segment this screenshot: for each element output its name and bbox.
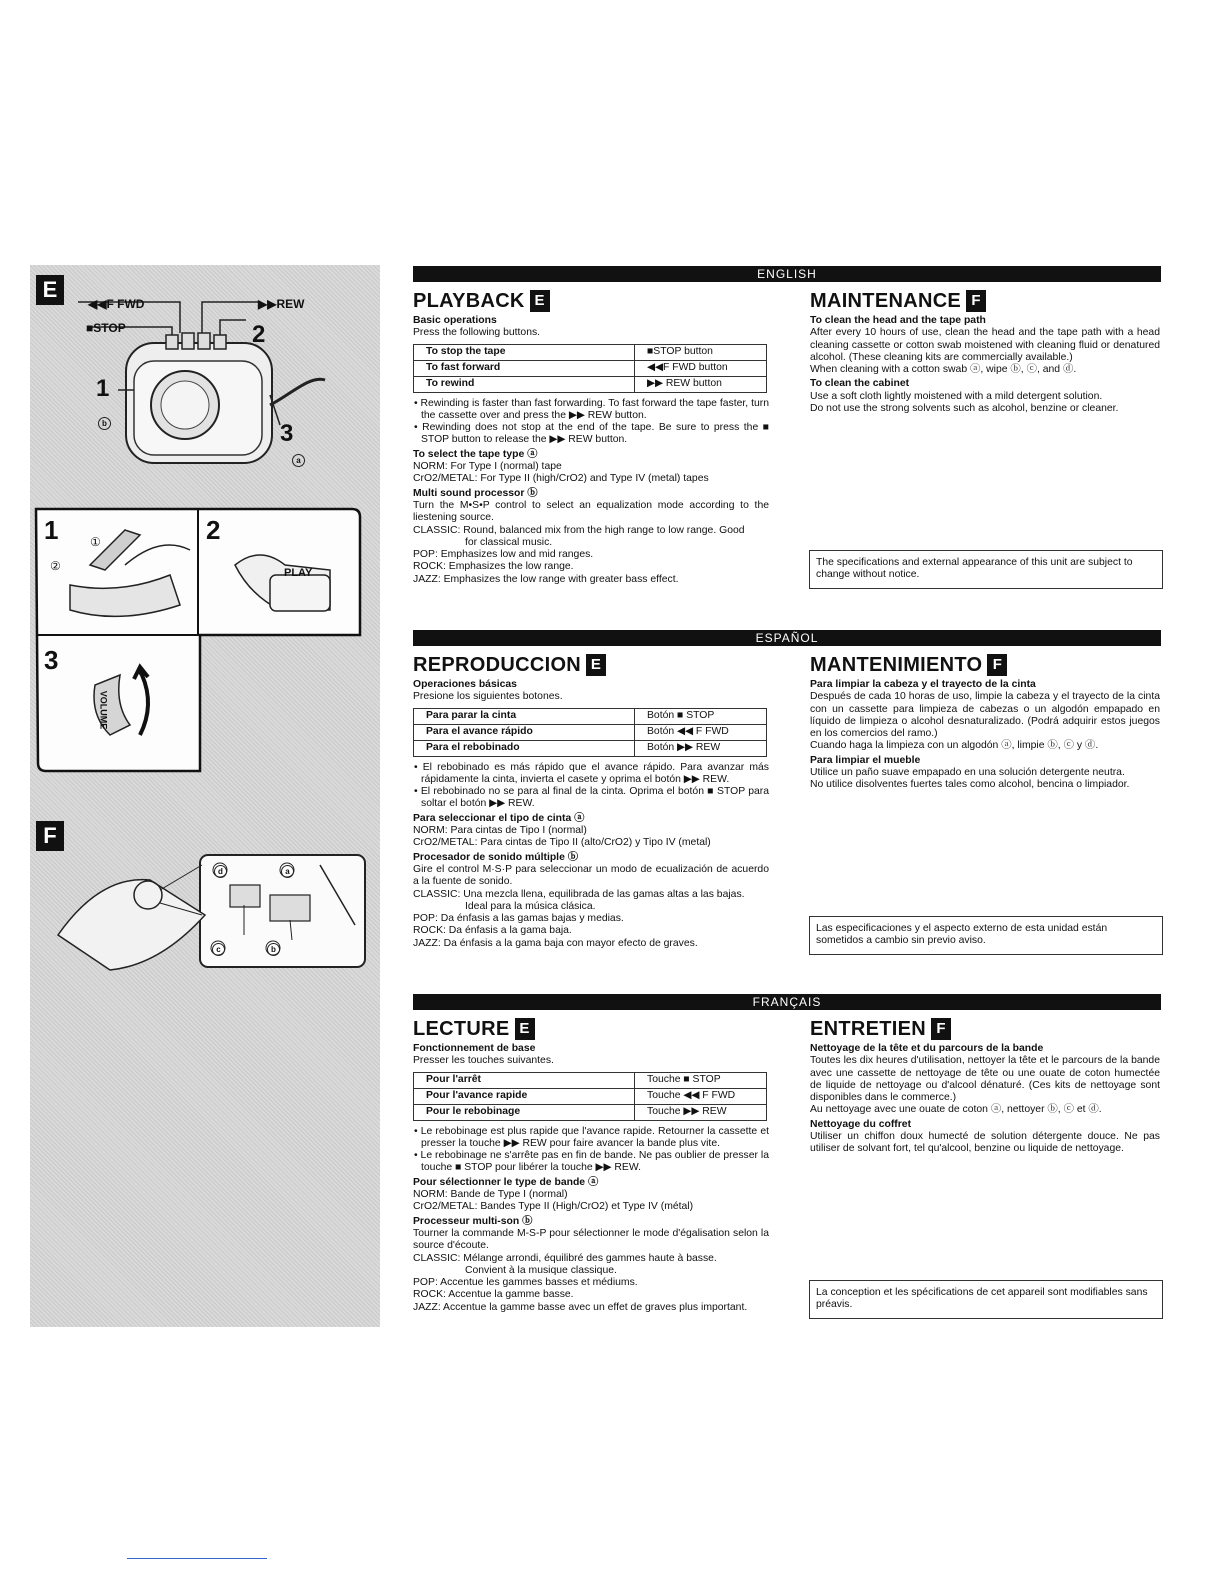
clean-head-heading: Para limpiar la cabeza y el trayecto de la cinta: [810, 679, 1036, 690]
table-row: Pour l'arrêt Touche ■ STOP: [414, 1072, 767, 1088]
playback-title: PLAYBACK E: [413, 290, 769, 312]
maintenance-column: [810, 288, 1160, 415]
table-row: Pour l'avance rapide Touche ◀◀ F FWD: [414, 1088, 767, 1104]
volume-label: VOLUME: [98, 690, 109, 730]
norm-text: NORM: Bande de Type I (normal): [413, 1189, 568, 1201]
stop-callout: ■STOP: [86, 321, 126, 335]
english-bar: ENGLISH: [413, 266, 1161, 282]
tape-type-heading: Pour sélectionner le type de bande ⓐ: [413, 1176, 599, 1188]
clean-cabinet-heading: To clean the cabinet: [810, 378, 910, 390]
specification-note: Las especificaciones y el aspecto externo de esta unidad están sometidos a cambio sin previo aviso.: [809, 916, 1163, 955]
french-bar: FRANÇAIS: [413, 994, 1161, 1010]
badge-e: E: [530, 290, 550, 312]
operations-table: [413, 344, 767, 393]
spanish-bar: ESPAÑOL: [413, 630, 1161, 646]
crmetal-text: CrO2/METAL: Para cintas de Tipo II (alto/CrO2) y Tipo IV (metal): [413, 837, 711, 849]
classic-text-2: Ideal para la música clásica.: [465, 900, 596, 912]
clean-head-desc-2: When cleaning with a cotton swab ⓐ, wipe ⓑ, ⓒ, and ⓓ.: [810, 364, 1077, 376]
marker-b-2: b: [267, 941, 280, 959]
basic-ops-heading: Basic operations: [413, 315, 497, 326]
playback-column: [413, 288, 769, 586]
clean-cabinet-desc: Utiliser un chiffon doux humecté de solution détergente douce. Ne pas utiliser de solvant fort, tel qu'alcool, benzine ou liquide de nettoyage.: [810, 1131, 1160, 1155]
section-f-badge: F: [36, 821, 64, 851]
illustration-panel: [30, 265, 380, 1327]
badge-e: E: [515, 1018, 535, 1040]
msp-desc: Turn the M•S•P control to select an equalization mode according to the liestening source.: [413, 499, 769, 524]
entretien-column: [810, 1016, 1160, 1156]
badge-f: F: [931, 1018, 951, 1040]
step-2-number: 2: [206, 515, 221, 545]
tape-type-heading: Para seleccionar el tipo de cinta ⓐ: [413, 812, 585, 824]
press-text: Press the following buttons.: [413, 327, 541, 339]
rock-text: ROCK: Da énfasis a la gama baja.: [413, 925, 572, 937]
table-row: To fast forward ◀◀F FWD button: [414, 360, 767, 376]
mantenimiento-column: [810, 652, 1160, 792]
bullet-1: • Rewinding is faster than fast forwarding. To fast forward the tape faster, turn the cassette over and press the ▶▶ REW button.: [414, 397, 769, 421]
clean-cabinet-heading: Nettoyage du coffret: [810, 1118, 912, 1130]
clean-head-desc-2: Cuando haga la limpieza con un algodón ⓐ, limpie ⓑ, ⓒ y ⓓ.: [810, 740, 1099, 752]
steps-box: [36, 509, 360, 771]
badge-f: F: [987, 654, 1007, 676]
basic-ops-heading: Operaciones básicas: [413, 679, 517, 690]
rock-text: ROCK: Emphasizes the low range.: [413, 561, 574, 573]
badge-e: E: [586, 654, 606, 676]
clean-head-desc-2: Au nettoyage avec une ouate de coton ⓐ, nettoyer ⓑ, ⓒ et ⓓ.: [810, 1104, 1102, 1116]
bullet-2: • Le rebobinage ne s'arrête pas en fin de bande. Ne pas oublier de presser la touche ■ STOP pour libérer la touche ▶▶ REW.: [414, 1150, 769, 1174]
section-e-badge: E: [36, 275, 64, 305]
msp-heading: Processeur multi-son ⓑ: [413, 1215, 533, 1227]
table-row: Para parar la cinta Botón ■ STOP: [414, 708, 767, 724]
tape-type-heading: To select the tape type ⓐ: [413, 448, 538, 460]
clean-head-desc: After every 10 hours of use, clean the head and the tape path with a head cleaning cassette or cotton swab moistened with cleaning fluid or denatured alcohol. (These cleaning kits are commercially available.): [810, 327, 1160, 363]
lecture-column: [413, 1016, 769, 1314]
clean-head-heading: Nettoyage de la tête et du parcours de la bande: [810, 1043, 1044, 1054]
entretien-title: ENTRETIEN F: [810, 1018, 1160, 1040]
specification-note: The specifications and external appearance of this unit are subject to change without notice.: [809, 550, 1163, 589]
bullet-2: • El rebobinado no se para al final de la cinta. Oprima el botón ■ STOP para soltar el botón ▶▶ REW.: [414, 786, 769, 810]
ffwd-callout: ◀◀F FWD: [88, 297, 145, 311]
reproduccion-column: [413, 652, 769, 950]
msp-heading: Procesador de sonido múltiple ⓑ: [413, 851, 579, 863]
bullet-1: • El rebobinado es más rápido que el avance rápido. Para avanzar más rápidamente la cinta, invierta el casete y oprima el botón ▶▶ REW.: [414, 761, 769, 785]
clean-head-desc: Toutes les dix heures d'utilisation, nettoyer la tête et le parcours de la bande avec une cassette de nettoyage de tête ou une ouate de coton humectée de liquide de nettoyage ou d'alcool dénaturé. (Ces kits de nettoyage sont disponibles dans le commerce.): [810, 1055, 1160, 1104]
classic-text: CLASSIC: Una mezcla llena, equilibrada de las gamas altas a las bajas.: [413, 888, 745, 900]
marker-b: b: [98, 415, 111, 433]
jazz-text: JAZZ: Emphasizes the low range with greater bass effect.: [413, 573, 679, 585]
bullet-1: • Le rebobinage est plus rapide que l'avance rapide. Retourner la cassette et presser la touche ▶▶ REW pour faire avancer la bande plus vite.: [414, 1125, 769, 1149]
crmetal-text: CrO2/METAL: Bandes Type II (High/CrO2) et Type IV (métal): [413, 1201, 694, 1213]
basic-ops-heading: Fonctionnement de base: [413, 1043, 536, 1054]
msp-heading: Multi sound processor ⓑ: [413, 487, 538, 499]
crmetal-text: CrO2/METAL: For Type II (high/CrO2) and Type IV (metal) tapes: [413, 473, 709, 485]
pop-text: POP: Accentue les gammes basses et médiums.: [413, 1277, 638, 1289]
bottom-underline: [127, 1558, 267, 1559]
press-text: Presione los siguientes botones.: [413, 691, 563, 703]
marker-2: ②: [50, 559, 61, 573]
step-3-number: 3: [44, 645, 59, 675]
spanish-section: [413, 630, 1161, 960]
classic-text: CLASSIC: Round, balanced mix from the high range to low range. Good: [413, 524, 745, 536]
clean-cabinet-heading: Para limpiar el mueble: [810, 754, 921, 766]
table-row: Para el avance rápido Botón ◀◀ F FWD: [414, 724, 767, 740]
rock-text: ROCK: Accentue la gamme basse.: [413, 1289, 574, 1301]
operations-table: [413, 708, 767, 757]
step-1-number: 1: [44, 515, 59, 545]
marker-a-2: a: [281, 863, 294, 881]
maintenance-title: MAINTENANCE F: [810, 290, 1160, 312]
marker-c: c: [212, 941, 225, 959]
specification-note: La conception et les spécifications de cet appareil sont modifiables sans préavis.: [809, 1280, 1163, 1319]
play-label: PLAY: [284, 567, 313, 579]
rew-callout: ▶▶REW: [258, 297, 305, 311]
clean-cabinet-desc: Utilice un paño suave empapado en una solución detergente neutra.: [810, 767, 1125, 779]
jazz-text: JAZZ: Accentue la gamme basse avec un effet de graves plus important.: [413, 1301, 748, 1313]
classic-text: CLASSIC: Mélange arrondi, équilibré des gammes haute à basse.: [413, 1252, 717, 1264]
table-row: To stop the tape ■STOP button: [414, 344, 767, 360]
marker-d: d: [214, 863, 227, 881]
pop-text: POP: Da énfasis a las gamas bajas y medias.: [413, 913, 624, 925]
msp-desc: Tourner la commande M-S-P pour sélectionner le mode d'égalisation selon la source d'écoute.: [413, 1227, 769, 1252]
classic-text-2: for classical music.: [465, 536, 553, 548]
marker-a: a: [292, 452, 305, 470]
french-section: [413, 994, 1161, 1326]
table-row: Pour le rebobinage Touche ▶▶ REW: [414, 1104, 767, 1120]
marker-1: ①: [90, 535, 101, 549]
norm-text: NORM: Para cintas de Tipo I (normal): [413, 825, 587, 837]
callout-number-2: 2: [252, 321, 266, 348]
clean-cabinet-desc-2: No utilice disolventes fuertes tales como alcohol, bencina o limpiador.: [810, 779, 1130, 791]
mantenimiento-title: MANTENIMIENTO F: [810, 654, 1160, 676]
badge-f: F: [966, 290, 986, 312]
table-row: Para el rebobinado Botón ▶▶ REW: [414, 740, 767, 756]
msp-desc: Gire el control M·S·P para seleccionar un modo de ecualización de acuerdo a la fuente de sonido.: [413, 863, 769, 888]
bullet-2: • Rewinding does not stop at the end of the tape. Be sure to press the ■ STOP button to release the ▶▶ REW button.: [414, 422, 769, 446]
lecture-title: LECTURE E: [413, 1018, 769, 1040]
press-text: Presser les touches suivantes.: [413, 1055, 554, 1067]
cassette-player-illustration: [30, 265, 380, 1327]
english-section: [413, 266, 1161, 596]
operations-table: [413, 1072, 767, 1121]
reproduccion-title: REPRODUCCION E: [413, 654, 769, 676]
clean-cabinet-desc-2: Do not use the strong solvents such as alcohol, benzine or cleaner.: [810, 403, 1119, 415]
clean-head-desc: Después de cada 10 horas de uso, limpie la cabeza y el trayecto de la cinta con un cassette para limpieza de cabezas o un algodón empapado en líquido de limpieza o alcohol desnaturalizado. (Podrá adquirir estos juegos en los comercios del ramo.): [810, 691, 1160, 740]
norm-text: NORM: For Type I (normal) tape: [413, 461, 562, 473]
classic-text-2: Convient à la musique classique.: [465, 1264, 617, 1276]
clean-head-heading: To clean the head and the tape path: [810, 315, 986, 326]
clean-cabinet-desc: Use a soft cloth lightly moistened with a mild detergent solution.: [810, 390, 1103, 402]
callout-number-3: 3: [280, 420, 294, 447]
pop-text: POP: Emphasizes low and mid ranges.: [413, 549, 594, 561]
table-row: To rewind ▶▶ REW button: [414, 376, 767, 392]
jazz-text: JAZZ: Da énfasis a la gama baja con mayor efecto de graves.: [413, 937, 698, 949]
callout-number-1: 1: [96, 375, 110, 402]
